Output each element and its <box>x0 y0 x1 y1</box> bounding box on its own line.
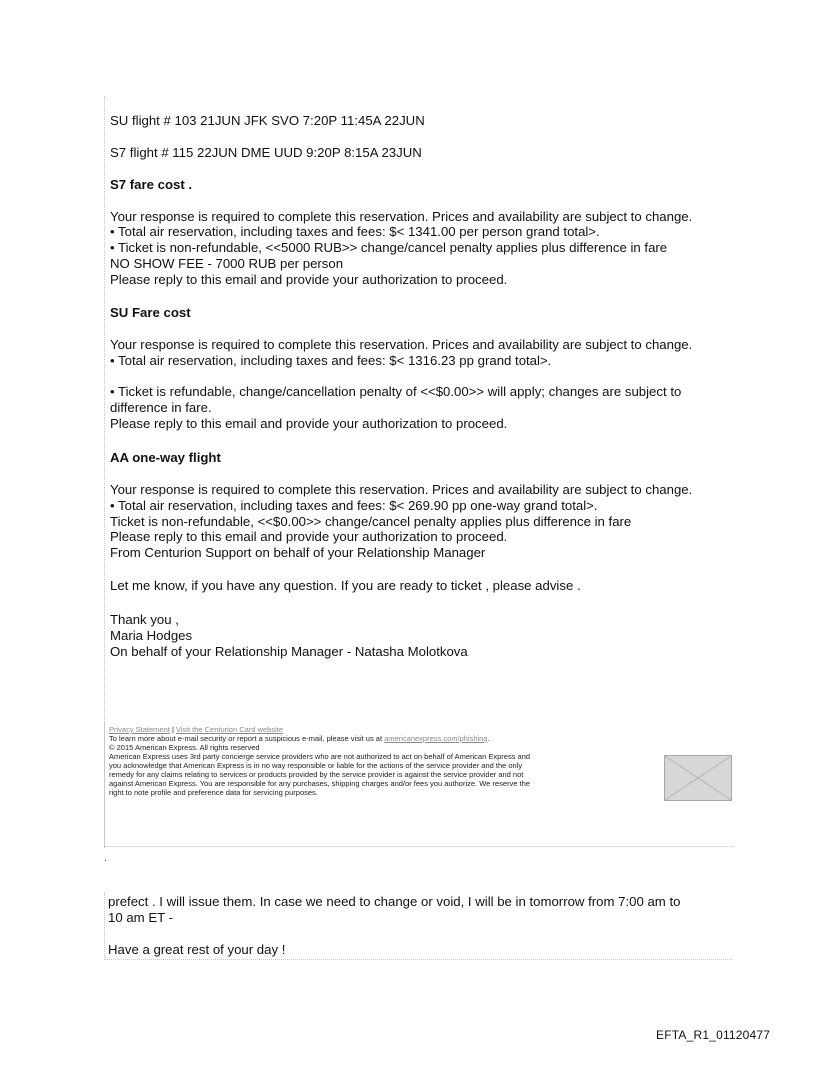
footer-links <box>109 725 283 734</box>
s7-heading: S7 fare cost . <box>110 177 193 192</box>
s7-line: • Total air reservation, including taxes and fees: $< 1341.00 per person grand total>. <box>110 224 600 239</box>
signature-line: Maria Hodges <box>110 628 193 643</box>
reply-line: 10 am ET - <box>108 910 173 925</box>
phishing-link[interactable]: americanexpress.com/phishing <box>384 734 488 743</box>
signature-line: On behalf of your Relationship Manager - Natasha Molotkova <box>110 644 468 659</box>
security-notice-text: To learn more about e-mail security or report a suspicious e-mail, please visit us at <box>109 734 383 743</box>
disclaimer-line: American Express uses 3rd party concierge service providers who are not authorized to act on behalf of American Express and <box>109 752 531 761</box>
s7-line: Your response is required to complete this reservation. Prices and availability are subject to change. <box>110 209 693 224</box>
aa-line: • Total air reservation, including taxes and fees: $< 269.90 pp one-way grand total>. <box>110 498 598 513</box>
su-line: • Ticket is refundable, change/cancellation penalty of <<$0.00>> will apply; changes are subject to <box>110 384 682 399</box>
aa-line: Ticket is non-refundable, <<$0.00>> change/cancel penalty applies plus difference in fare <box>110 514 632 529</box>
disclaimer-line: against American Express. You are responsible for any purchases, shipping charges and/or fees you authorize. We reserve the <box>109 779 530 788</box>
aa-heading: AA one-way flight <box>110 450 221 465</box>
disclaimer-line: right to note profile and preference data for servicing purposes. <box>109 788 318 797</box>
s7-line: • Ticket is non-refundable, <<5000 RUB>> change/cancel penalty applies plus difference in fare <box>110 240 668 255</box>
s7-line: NO SHOW FEE - 7000 RUB per person <box>110 256 344 271</box>
aa-line: Your response is required to complete this reservation. Prices and availability are subject to change. <box>110 482 693 497</box>
security-notice-end: . <box>487 734 490 743</box>
signature-line: Thank you , <box>110 612 179 627</box>
link-separator: | <box>171 725 174 734</box>
su-line: difference in fare. <box>110 400 212 415</box>
privacy-statement-link[interactable]: Privacy Statement <box>109 725 170 734</box>
flight-su: SU flight # 103 21JUN JFK SVO 7:20P 11:45A 22JUN <box>110 113 425 128</box>
copyright: © 2015 American Express. All rights reserved <box>109 743 260 752</box>
centurion-website-link[interactable]: Visit the Centurion Card website <box>176 725 283 734</box>
reply-line: prefect . I will issue them. In case we need to change or void, I will be in tomorrow from 7:00 am to <box>108 894 681 909</box>
disclaimer-line: you acknowledge that American Express is in no way responsible or liable for the actions of the service provider and the only <box>109 761 523 770</box>
security-notice <box>109 734 490 743</box>
s7-line: Please reply to this email and provide your authorization to proceed. <box>110 272 508 287</box>
image-placeholder-icon <box>665 756 731 800</box>
su-heading: SU Fare cost <box>110 305 191 320</box>
closing-question: Let me know, if you have any question. If you are ready to ticket , please advise . <box>110 578 581 593</box>
amex-footer <box>104 722 734 847</box>
reply-message <box>104 892 732 960</box>
flight-s7: S7 flight # 115 22JUN DME UUD 9:20P 8:15A 23JUN <box>110 145 422 160</box>
separator-dot: . <box>104 852 108 864</box>
broken-image-placeholder <box>664 755 732 801</box>
su-line: • Total air reservation, including taxes and fees: $< 1316.23 pp grand total>. <box>110 353 552 368</box>
su-line: Your response is required to complete this reservation. Prices and availability are subject to change. <box>110 337 693 352</box>
disclaimer-line: remedy for any claims relating to services or products provided by the service provider is against the service provider and not <box>109 770 524 779</box>
aa-line: From Centurion Support on behalf of your Relationship Manager <box>110 545 486 560</box>
reply-closing: Have a great rest of your day ! <box>108 942 286 957</box>
su-line: Please reply to this email and provide your authorization to proceed. <box>110 416 508 431</box>
aa-line: Please reply to this email and provide your authorization to proceed. <box>110 529 508 544</box>
document-id: EFTA_R1_01120477 <box>656 1028 771 1042</box>
